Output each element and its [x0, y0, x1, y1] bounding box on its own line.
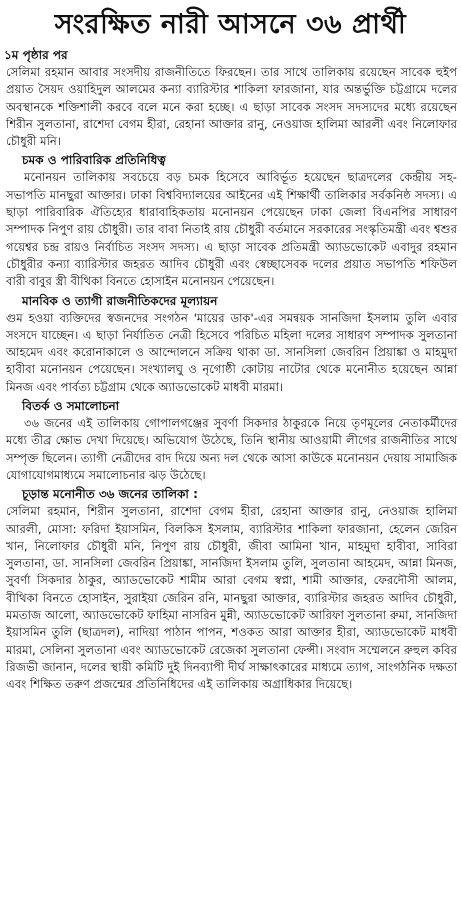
intro-paragraph: সেলিমা রহমান আবার সংসদীয় রাজনীতিতে ফিরছেন। তার সাথে তালিকায় রয়েছেন সাবেক হুইপ প্রয়াত সৈয়দ ওয়াহিদুল আলমের কন্যা ব্যারিস্টার শাকিলা ফারজানা, যার অন্তর্ভুক্তি চট্টগ্রামে দলের অবস্থানকে শক্তিশালী করবে বলে মনে করা হচ্ছে। এ ছাড়া সাবেক সংসদ সদস্যদের মধ্যে রয়েছেন শিরীন সুলতানা, রাশেদা বেগম হীরা, রেহানা আক্তার রানু, নেওয়াজ হালিমা আরলী এবং নিলোফার চৌধুরী মনি। — [6, 65, 457, 149]
subheading-controversy: বিতর্ক ও সমালোচনা — [22, 399, 120, 414]
headline: সংরক্ষিত নারী আসনে ৩৬ প্রার্থী — [54, 9, 407, 40]
subheading-humanitarian: মানবিক ও ত্যাগী রাজনীতিকদের মূল্যায়ন — [22, 293, 218, 308]
paragraph-final-list: সেলিমা রহমান, শিরীন সুলতানা, রাশেদা বেগম হীরা, রেহানা আক্তার রানু, নেওয়াজ হালিমা আরলী, মোসা: ফরিদা ইয়াসমিন, বিলকিস ইসলাম, ব্যারিস্টার শাকিলা ফারজানা, হেলেন জেরিন খান, নিলোফার চৌধুরী মনি, নিপুণ রায় চৌধুরী, জীবা আমিনা খান, মাহমুদা হাবীবা, সাবিরা সুলতানা, ডা. সানসিলা জেবরিন প্রিয়াঙ্কা, সানজিদা ইসলাম তুলি, সুলতানা আহমেদ, আন্না মিনজ, সুবর্ণা সিকদার ঠাকুর, অ্যাডভোকেট শামীম আরা বেগম স্বপ্না, শামী আক্তার, ফেরদৌসী আলম, বীথিকা বিনতে হোসাইন, সুরাইয়া জেরিন রনি, মানছুরা আক্তার, ব্যারিস্টার জহরত আদিব চৌধুরী, মমতাজ আলো, অ্যাডভোকেট ফাহিমা নাসরিন মুন্নী, অ্যাডভোকেট আরিফা সুলতানা রুমা, সানজিদা ইয়াসমিন তুলি (ছাত্রদল), নাদিয়া পাঠান পাপন, শওকত আরা আক্তার হীরা, অ্যাডভোকেট মাধবী মারমা, সেলিনা সুলতানা এবং অ্যাডভোকেট রেজেকা সুলতানা ফেন্সী। সংবাদ সম্মেলনে রুহুল কবির রিজভী জানান, দলের স্থায়ী কমিটি দুই দিনব্যাপী দীর্ঘ সাক্ষাৎকারের মাধ্যমে ত্যাগ, সাংগঠনিক দক্ষতা এবং শিক্ষিত তরুণ প্রজন্মের প্রতিনিধিদের এই তালিকায় অগ্রাধিকার দিয়েছে। — [6, 504, 457, 692]
continuation-note: ১ম পৃষ্ঠার পর — [4, 48, 68, 62]
subheading-final-list: চূড়ান্ত মনোনীত ৩৬ জনের তালিকা : — [22, 487, 198, 502]
paragraph-controversy: ৩৬ জনের এই তালিকায় গোপালগঞ্জের সুবর্ণা সিকদার ঠাকুরকে নিয়ে তৃণমূলের নেতাকর্মীদের মধ্যে তীব্র ক্ষোভ দেখা দিয়েছে। অভিযোগ উঠেছে, তিনি স্থানীয় আওয়ামী লীগের রাজনীতির সাথে সম্পৃক্ত ছিলেন। ত্যাগী নেত্রীদের বাদ দিয়ে অন্য দল থেকে আসা কাউকে মনোনয়ন দেয়ায় সামাজিক যোগাযোগমাধ্যমে সমালোচনার ঝড় উঠেছে। — [6, 416, 457, 482]
paragraph-humanitarian: গুম হওয়া ব্যক্তিদের স্বজনদের সংগঠন 'মায়ের ডাক'-এর সমন্বয়ক সানজিদা ইসলাম তুলি এবার সংসদে যাচ্ছেন। এ ছাড়া নির্যাতিত নেত্রী হিসেবে পরিচিত মহিলা দলের সাধারণ সম্পাদক সুলতানা আহমেদ এবং করোনাকালে ও আন্দোলনে সক্রিয় থাকা ডা. সানসিলা জেবরিন প্রিয়াঙ্কা ও মাহমুদা হাবীবা মনোনয়ন পেয়েছেন। সংখ্যালঘু ও নৃগোষ্ঠী কোটায় নাটোর থেকে মনোনীত হয়েছেন আন্না মিনজ এবং পার্বত্য চট্টগ্রাম থেকে অ্যাডভোকেট মাধবী মারমা। — [6, 310, 457, 394]
paragraph-surprise-family: মনোনয়ন তালিকায় সবচেয়ে বড় চমক হিসেবে আবির্ভূত হয়েছেন ছাত্রদলের কেন্দ্রীয় সহ-সভাপতি মানছুরা আক্তার। ঢাকা বিশ্ববিদ্যালয়ের আইনের এই শিক্ষার্থী তালিকার সর্বকনিষ্ঠ সদস্য। এ ছাড়া পারিবারিক ঐতিহ্যের ধারাবাহিকতায় মনোনয়ন পেয়েছেন ঢাকা জেলা বিএনপির সাধারণ সম্পাদক নিপুণ রায় চৌধুরী। তার বাবা নিতাই রায় চৌধুরী বর্তমানে সরকারের সংস্কৃতিমন্ত্রী এবং শ্বশুর গয়েশ্বর চন্দ্র রায়ও নির্বাচিত সংসদ সদস্য। এ ছাড়া সাবেক প্রতিমন্ত্রী অ্যাডভোকেট এবাদুর রহমান চৌধুরীর কন্যা ব্যারিস্টার জহরত আদিব চৌধুরী এবং স্বেচ্ছাসেবক দলের প্রয়াত সভাপতি শফিউল বারী বাবুর স্ত্রী বীথিকা বিনতে হোসাইন মনোনয়ন পেয়েছেন। — [6, 170, 457, 289]
subheading-surprise-family: চমক ও পারিবারিক প্রতিনিধিত্ব — [22, 153, 166, 168]
